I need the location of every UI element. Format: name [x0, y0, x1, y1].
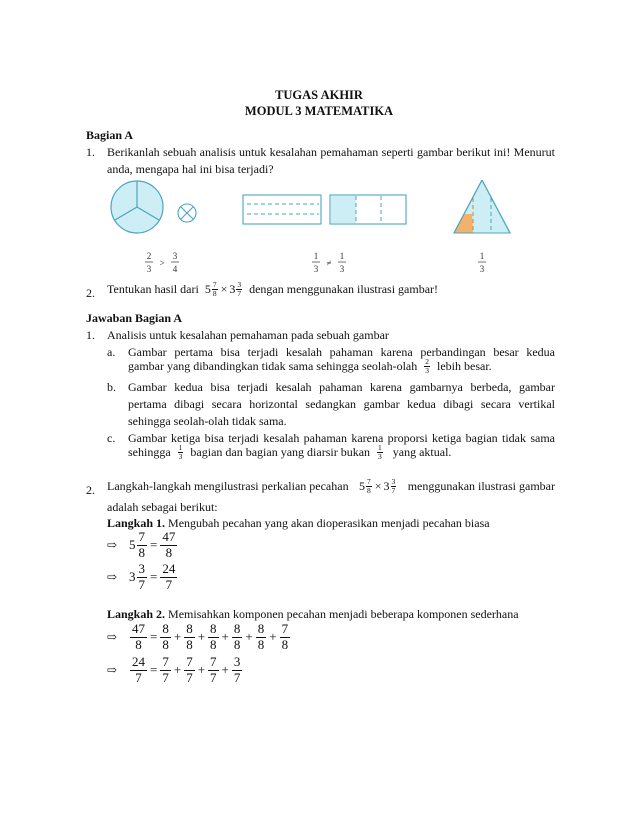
step1-text: Mengubah pecahan yang akan dioperasikan menjadi pecahan biasa: [168, 516, 490, 530]
eq3-term: $\frac{7}{8}$: [281, 621, 289, 652]
a1-number: 1.: [86, 328, 95, 342]
eq1-equals: =: [150, 537, 158, 553]
q2-post: dengan menggunakan ilustrasi gambar!: [249, 281, 439, 296]
a-fraction: $\frac{2}{3}$: [425, 357, 429, 375]
fig2-right-den: 3: [339, 264, 345, 274]
eq3-plus: +: [269, 629, 277, 645]
eq2-fraction: $\frac{3}{7}$: [138, 561, 145, 592]
c-fraction2: $\frac{1}{3}$: [378, 443, 382, 461]
eq4-term: $\frac{7}{7}$: [210, 654, 217, 685]
eq1-whole: 5: [129, 537, 136, 553]
fig2-left-den: 3: [313, 264, 319, 274]
eq2-whole: 3: [129, 569, 136, 585]
c-line1: Gambar ketiga bisa terjadi kesalah pahaman karena proporsi ketiga bagian tidak sama: [128, 431, 555, 445]
c-fraction1: $\frac{1}{3}$: [178, 443, 183, 461]
fig2-left-num: 1: [313, 251, 319, 261]
vertical-rectangle-figure: [330, 195, 406, 224]
answer-a-heading: Jawaban Bagian A: [86, 311, 183, 325]
a1-title: Analisis untuk kesalahan pemahaman pada sebuah gambar: [107, 328, 389, 342]
eq2-result: $\frac{24}{7}$: [162, 561, 176, 592]
eq3-plus: +: [221, 629, 229, 645]
eq3-equals: =: [150, 629, 158, 645]
a2-mixed1-whole: 5: [359, 478, 365, 493]
a2-line1-pre: Langkah-langkah mengilustrasi perkalian pecahan: [107, 478, 349, 493]
fig2-right-num: 1: [339, 251, 345, 261]
part-a-heading: Bagian A: [86, 128, 134, 142]
a-line2: [128, 358, 492, 374]
equation-2: [107, 562, 178, 593]
q2-number: 2.: [86, 286, 95, 300]
eq3-term: $\frac{8}{8}$: [186, 621, 193, 652]
eq4-plus: +: [173, 662, 182, 678]
c-line2-mid: bagian dan bagian yang diarsir bukan: [190, 444, 371, 459]
q2-times: ×: [220, 281, 228, 296]
fig1-left-num: 2: [146, 251, 152, 261]
eq3-left: $\frac{47}{8}$: [132, 621, 145, 652]
equation-3: [107, 622, 291, 653]
document-subtitle: MODUL 3 MATEMATIKA: [244, 104, 394, 118]
eq3-term: $\frac{8}{8}$: [233, 621, 241, 652]
a-line2-post: lebih besar.: [437, 358, 492, 373]
fig2-operator: ≠: [326, 258, 332, 268]
q2-mixed1-fraction: $\frac{7}{8}$: [212, 280, 217, 298]
arrow-icon: ⇨: [107, 662, 118, 677]
eq3-plus: +: [197, 629, 206, 645]
q2-mixed1-whole: 5: [204, 281, 211, 296]
a-line2-pre: gambar yang dibandingkan tidak sama sehingga seolah-olah: [128, 358, 418, 373]
b-label: b.: [107, 380, 116, 394]
eq1-result: $\frac{47}{8}$: [162, 529, 176, 560]
q2-text: [107, 281, 438, 297]
c-label: c.: [107, 431, 116, 445]
c-line2: [128, 444, 451, 460]
b-line1: Gambar kedua bisa terjadi kesalah pahaman karena gambarnya berbeda, gambar: [128, 380, 555, 394]
eq4-terms: [159, 655, 243, 686]
horizontal-rectangle-figure: [243, 195, 321, 224]
eq1-fraction: $\frac{7}{8}$: [138, 529, 145, 560]
b-line3: sehingga seolah-olah tidak sama.: [128, 414, 287, 428]
eq4-term: $\frac{3}{7}$: [233, 654, 241, 685]
eq3-term: $\frac{8}{8}$: [210, 621, 217, 652]
q2-mixed2-fraction: $\frac{3}{7}$: [237, 280, 242, 298]
eq3-term: 8 8: [162, 621, 169, 652]
a2-times: ×: [374, 478, 382, 493]
a2-line2: adalah sebagai berikut:: [107, 500, 218, 514]
c-line2-post: yang aktual.: [392, 444, 452, 459]
eq3-terms: [159, 622, 291, 653]
eq4-plus: +: [221, 662, 229, 678]
step2-label: Langkah 2.: [107, 607, 166, 621]
q1-number: 1.: [86, 145, 95, 159]
eq4-left: $\frac{24}{7}$: [132, 654, 145, 685]
fig1-right-num: 3: [172, 251, 178, 261]
eq2-equals: =: [150, 569, 158, 585]
eq3-plus: +: [173, 629, 182, 645]
eq3-plus: +: [245, 629, 253, 645]
a2-line1-post: menggunakan ilustrasi gambar: [407, 478, 555, 493]
fig1-left-den: 3: [146, 264, 152, 274]
q1-text-line2: anda, mengapa hal ini bisa terjadi?: [107, 162, 274, 176]
step1-label: Langkah 1.: [107, 516, 166, 530]
eq4-term: 7 7: [162, 654, 169, 685]
a2-line1: [107, 478, 555, 494]
a2-mixed1-fraction: $\frac{7}{8}$: [367, 477, 371, 495]
c-line2-pre: sehingga: [128, 444, 171, 459]
a-label: a.: [107, 345, 116, 359]
a2-mixed2-fraction: $\frac{3}{7}$: [391, 477, 396, 495]
fig1-right-den: 4: [172, 264, 178, 274]
a2-number: 2.: [86, 483, 95, 497]
document-title: TUGAS AKHIR: [275, 88, 363, 102]
eq4-plus: +: [197, 662, 206, 678]
eq4-equals: =: [150, 662, 158, 678]
eq4-term: $\frac{7}{7}$: [186, 654, 193, 685]
triangle-figure: [454, 180, 510, 233]
step2-text: Memisahkan komponen pecahan menjadi beberapa komponen sederhana: [168, 607, 519, 621]
fig3-num: 1: [479, 251, 485, 261]
small-circle-figure: [178, 204, 196, 222]
b-line2: pertama dibagi secara horizontal sedangkan gambar kedua dibagi secara vertikal: [128, 397, 555, 411]
q2-mixed2-whole: 3: [229, 281, 236, 296]
equation-4: [107, 655, 243, 686]
arrow-icon: ⇨: [107, 629, 118, 644]
a2-mixed2-whole: 3: [383, 478, 390, 493]
q1-text-line1: Berikanlah sebuah analisis untuk kesalahan pemahaman seperti gambar berikut ini! Menurut: [107, 145, 555, 159]
fig1-operator: >: [159, 258, 165, 268]
a-line1: Gambar pertama bisa terjadi kesalah pahaman karena perbandingan besar kedua: [128, 345, 555, 359]
arrow-icon: ⇨: [107, 569, 118, 584]
step2: [107, 607, 519, 622]
arrow-icon: ⇨: [107, 537, 118, 552]
q2-pre: Tentukan hasil dari: [107, 281, 199, 296]
equation-1: [107, 530, 178, 561]
eq3-term: $\frac{8}{8}$: [257, 621, 265, 652]
a2-product: [359, 478, 397, 494]
misconception-figure: [105, 180, 525, 280]
fig3-den: 3: [479, 264, 485, 274]
pie-circle-figure: [111, 181, 163, 233]
